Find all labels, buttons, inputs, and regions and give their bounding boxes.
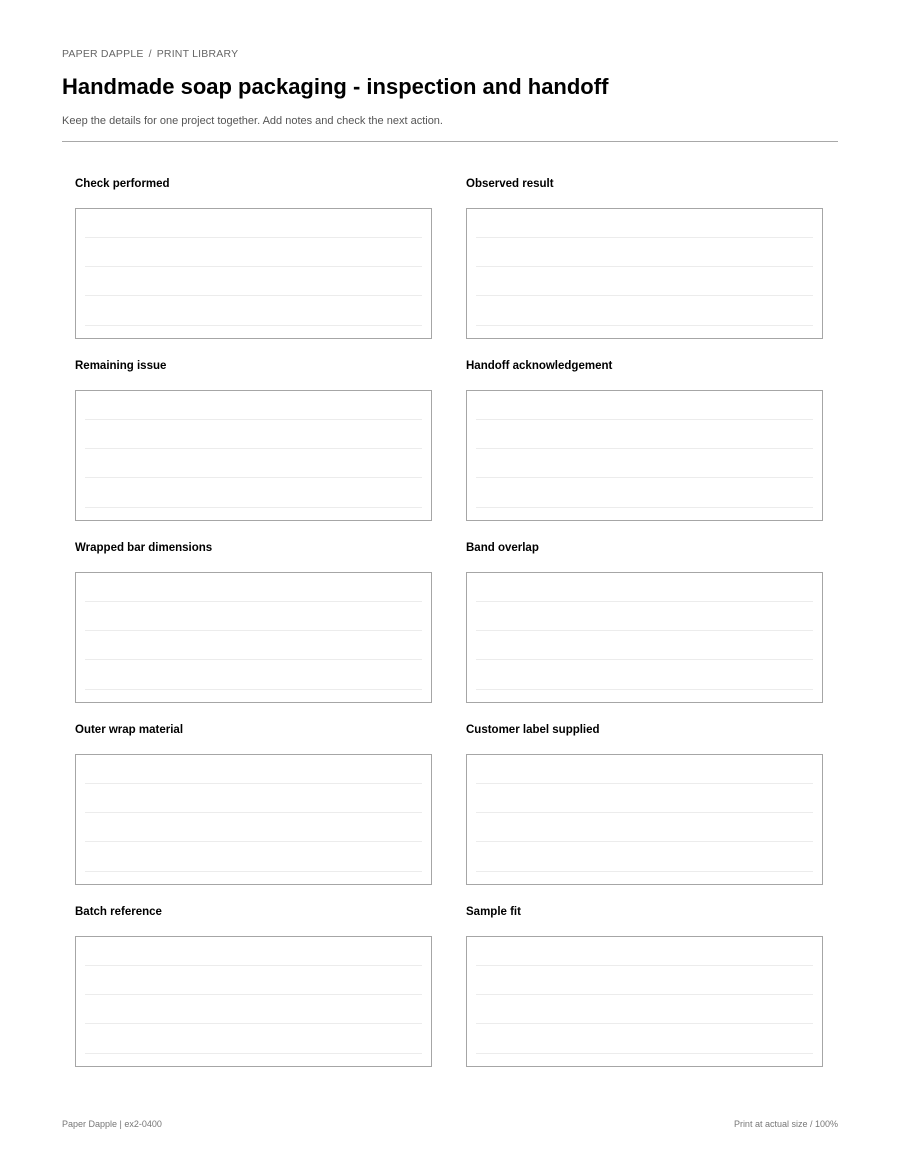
ruled-line [476,507,813,508]
notes-box[interactable] [466,936,823,1067]
ruled-line [476,419,813,420]
ruled-line [476,448,813,449]
ruled-line [476,689,813,690]
notes-box[interactable] [75,572,432,703]
ruled-line [85,783,422,784]
ruled-line [476,965,813,966]
ruled-line [476,601,813,602]
ruled-line [85,871,422,872]
ruled-line [85,325,422,326]
ruled-line [476,1053,813,1054]
field-label: Remaining issue [75,360,167,372]
notes-box[interactable] [75,936,432,1067]
ruled-line [476,871,813,872]
notes-box[interactable] [466,208,823,339]
ruled-line [85,689,422,690]
footer-document-id: Paper Dapple | ex2-0400 [62,1119,162,1129]
field-label: Observed result [466,178,554,190]
ruled-line [476,659,813,660]
notes-box[interactable] [75,390,432,521]
ruled-line [85,965,422,966]
ruled-line [476,630,813,631]
ruled-line [85,630,422,631]
ruled-line [476,295,813,296]
ruled-line [85,812,422,813]
page-subtitle: Keep the details for one project together. Add notes and check the next action. [62,115,443,127]
ruled-line [476,1023,813,1024]
field-label: Sample fit [466,906,521,918]
ruled-line [476,266,813,267]
field-label: Check performed [75,178,170,190]
notes-box[interactable] [75,208,432,339]
field-label: Batch reference [75,906,162,918]
breadcrumb [62,48,238,60]
ruled-line [85,448,422,449]
field-label: Band overlap [466,542,539,554]
notes-box[interactable] [466,754,823,885]
ruled-line [85,994,422,995]
footer-print-note: Print at actual size / 100% [733,1119,838,1129]
header-divider [62,141,838,142]
ruled-line [85,1023,422,1024]
breadcrumb-section: PRINT LIBRARY [156,48,239,60]
field-label: Wrapped bar dimensions [75,542,213,554]
breadcrumb-separator: / [148,48,152,60]
field-label: Handoff acknowledgement [466,360,613,372]
ruled-line [85,841,422,842]
ruled-line [85,1053,422,1054]
page-title: Handmade soap packaging - inspection and handoff [62,74,609,99]
ruled-line [85,419,422,420]
ruled-line [85,659,422,660]
ruled-line [476,841,813,842]
ruled-line [85,266,422,267]
notes-box[interactable] [75,754,432,885]
ruled-line [476,477,813,478]
breadcrumb-brand: PAPER DAPPLE [62,48,144,60]
ruled-line [85,477,422,478]
ruled-line [476,325,813,326]
ruled-line [476,994,813,995]
ruled-line [476,237,813,238]
ruled-line [476,812,813,813]
notes-box[interactable] [466,390,823,521]
field-label: Customer label supplied [466,724,600,736]
notes-box[interactable] [466,572,823,703]
ruled-line [85,601,422,602]
field-label: Outer wrap material [75,724,184,736]
ruled-line [476,783,813,784]
ruled-line [85,237,422,238]
ruled-line [85,507,422,508]
ruled-line [85,295,422,296]
